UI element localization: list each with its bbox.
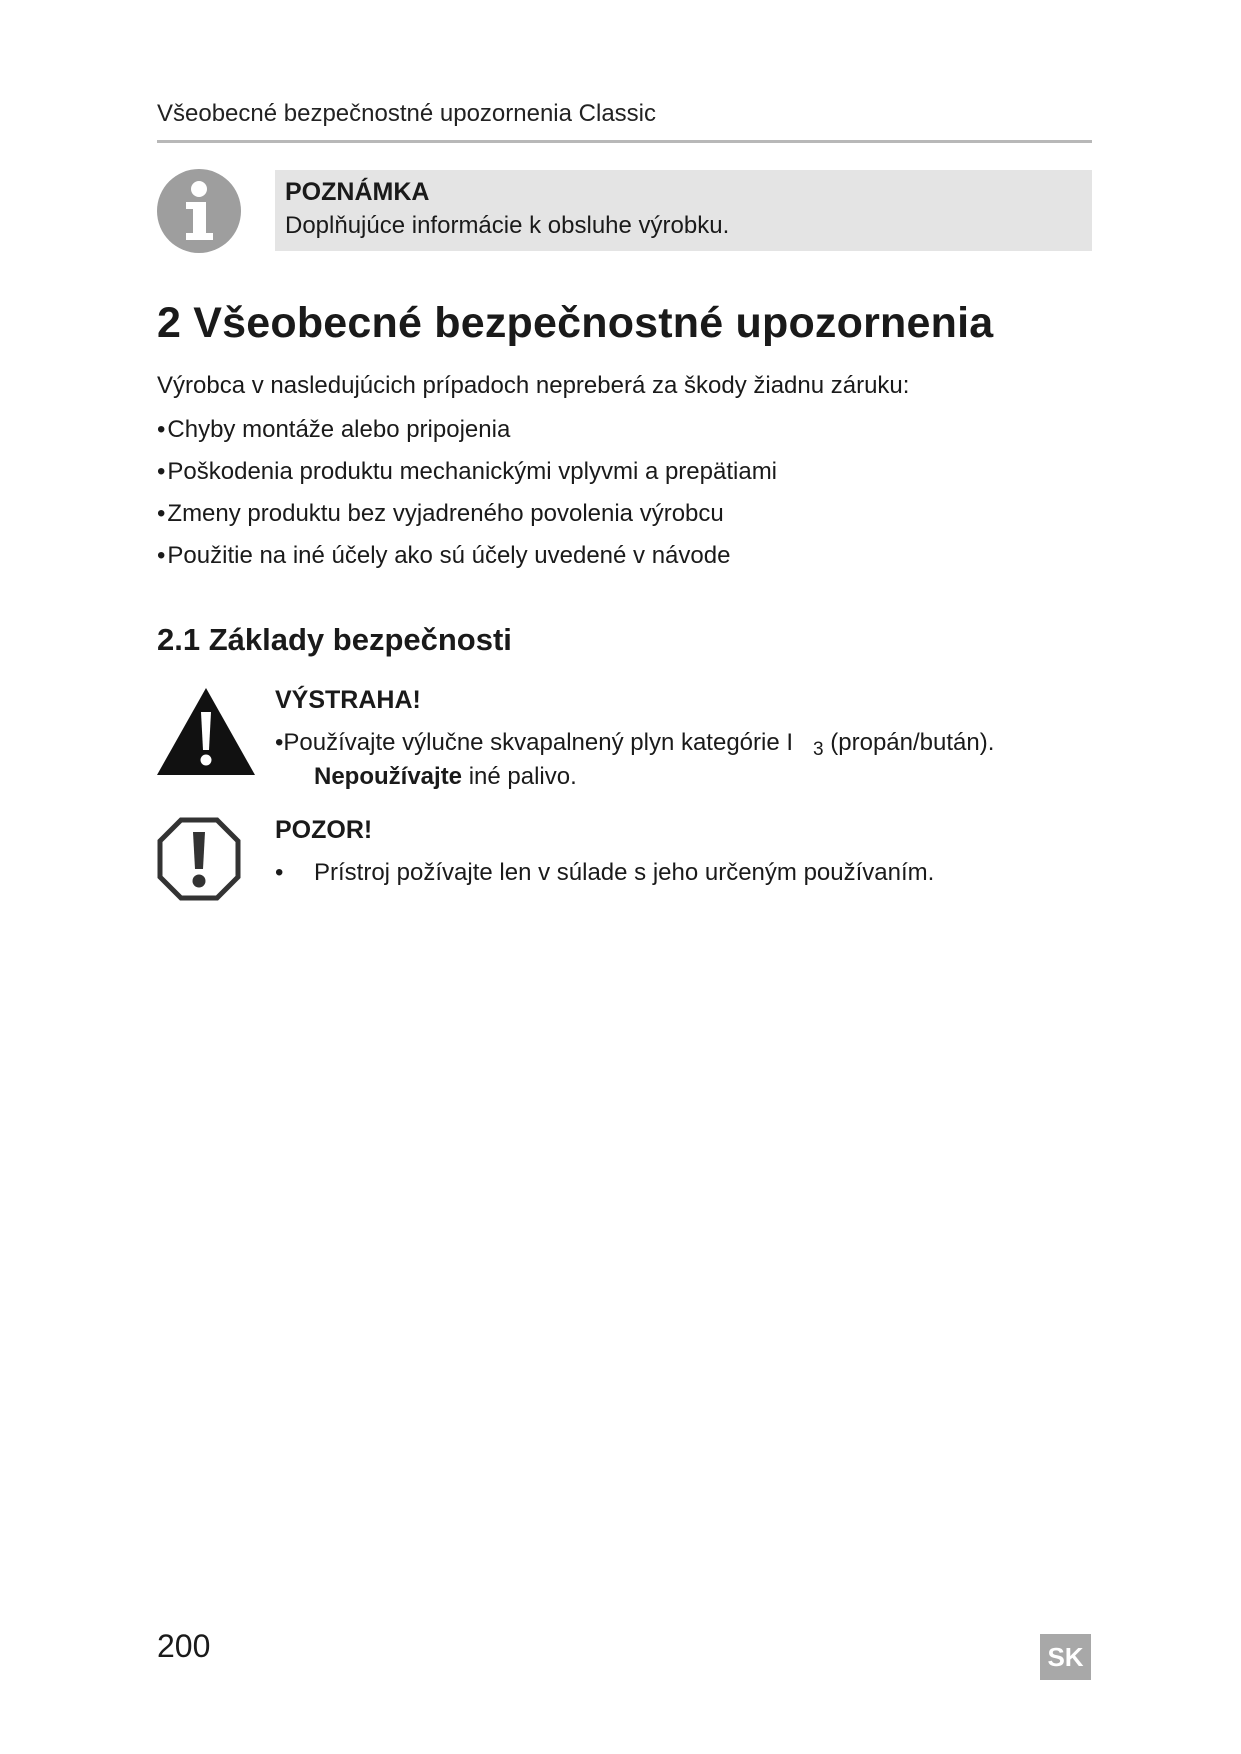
note-box — [275, 170, 1092, 251]
list-item: • Chyby montáže alebo pripojenia — [157, 414, 777, 456]
note-title: POZNÁMKA — [285, 178, 430, 206]
page-number: 200 — [157, 1628, 211, 1664]
warning-emphasis: Nepoužívajte — [314, 763, 463, 790]
section-intro: Výrobca v nasledujúcich prípadoch nepreberá za škody žiadnu záruku: — [157, 372, 910, 399]
gas-category-subscript: 3 — [813, 739, 824, 760]
warning-title: VÝSTRAHA! — [275, 686, 421, 714]
caution-text-body: Prístroj požívajte len v súlade s jeho určeným používaním. — [314, 859, 935, 886]
list-item: • Zmeny produktu bez vyjadreného povolenia výrobcu — [157, 498, 777, 540]
caution-octagon-icon — [157, 817, 241, 901]
caution-text — [275, 859, 934, 887]
section-heading: 2 Všeobecné bezpečnostné upozornenia — [157, 299, 994, 347]
warning-text-line-2 — [314, 763, 577, 791]
list-item: • Poškodenia produktu mechanickými vplyvmi a prepätiami — [157, 456, 777, 498]
note-text: Doplňujúce informácie k obsluhe výrobku. — [285, 212, 730, 239]
bullet-list — [157, 414, 777, 582]
language-badge: SK — [1040, 1634, 1091, 1680]
list-item: • Použitie na iné účely ako sú účely uvedené v návode — [157, 540, 777, 582]
warning-triangle-icon — [157, 688, 255, 775]
warning-text-pre: •Používajte výlučne skvapalnený plyn kategórie I — [275, 729, 794, 756]
caution-title: POZOR! — [275, 816, 373, 844]
info-icon — [157, 169, 241, 253]
warning-text-rest: iné palivo. — [462, 763, 577, 790]
warning-text-post: (propán/bután). — [830, 729, 995, 756]
caution-bullet: • — [275, 859, 284, 886]
running-header: Všeobecné bezpečnostné upozornenia Classic — [157, 100, 1092, 143]
warning-text-line-1 — [275, 729, 995, 760]
subsection-heading: 2.1 Základy bezpečnosti — [157, 622, 512, 657]
